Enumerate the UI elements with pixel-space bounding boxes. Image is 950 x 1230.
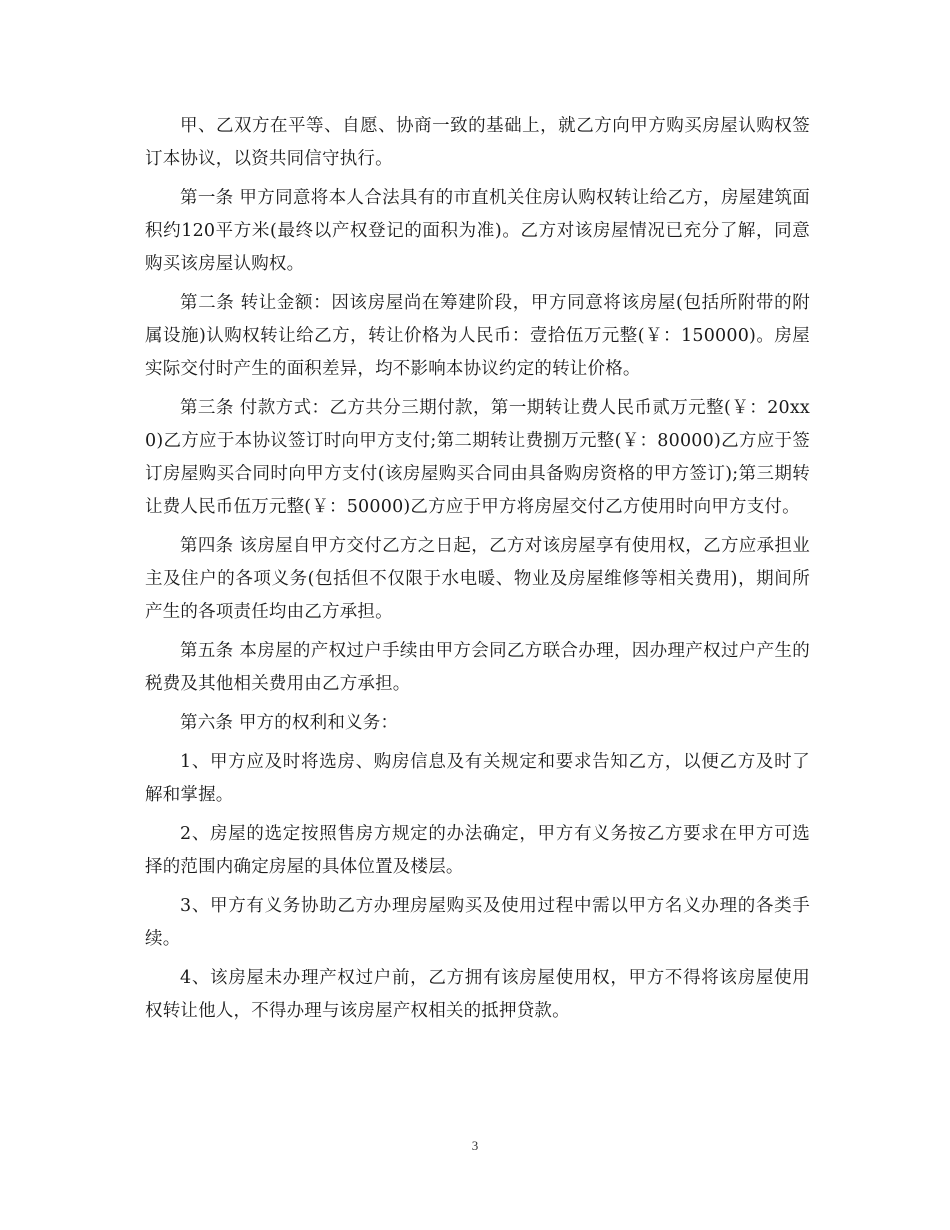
paragraph-item-4: 4、该房屋未办理产权过户前，乙方拥有该房屋使用权，甲方不得将该房屋使用权转让他人，不得办理与该房屋产权相关的抵押贷款。	[145, 968, 810, 1021]
paragraph-article-2: 第二条 转让金额：因该房屋尚在筹建阶段，甲方同意将该房屋(包括所附带的附属设施)认购权转让给乙方，转让价格为人民币：壹拾伍万元整(￥：150000)。房屋实际交付时产生的面积差异，均不影响本协议约定的转让价格。	[145, 293, 810, 379]
page-number: 3	[471, 1138, 479, 1153]
paragraph-intro: 甲、乙双方在平等、自愿、协商一致的基础上，就乙方向甲方购买房屋认购权签订本协议，以资共同信守执行。	[145, 116, 810, 169]
paragraph-article-4: 第四条 该房屋自甲方交付乙方之日起，乙方对该房屋享有使用权，乙方应承担业主及住户的各项义务(包括但不仅限于水电暖、物业及房屋维修等相关费用)，期间所产生的各项责任均由乙方承担。	[145, 536, 810, 622]
paragraph-item-3: 3、甲方有义务协助乙方办理房屋购买及使用过程中需以甲方名义办理的各类手续。	[145, 896, 810, 949]
paragraph-item-2: 2、房屋的选定按照售房方规定的办法确定，甲方有义务按乙方要求在甲方可选择的范围内确定房屋的具体位置及楼层。	[145, 824, 810, 877]
paragraph-article-5: 第五条 本房屋的产权过户手续由甲方会同乙方联合办理，因办理产权过户产生的税费及其他相关费用由乙方承担。	[145, 641, 810, 694]
paragraph-article-3: 第三条 付款方式：乙方共分三期付款，第一期转让费人民币贰万元整(￥：20xx0)乙方应于本协议签订时向甲方支付;第二期转让费捌万元整(￥：80000)乙方应于签订房屋购买合同时向甲方支付(该房屋购买合同由具备购房资格的甲方签订);第三期转让费人民币伍万元整(￥：50000)乙方应于甲方将房屋交付乙方使用时向甲方支付。	[145, 398, 810, 517]
paragraph-article-6-heading: 第六条 甲方的权利和义务：	[180, 713, 399, 733]
paragraph-item-1: 1、甲方应及时将选房、购房信息及有关规定和要求告知乙方，以便乙方及时了解和掌握。	[145, 752, 810, 805]
document-body	[145, 110, 810, 1034]
paragraph-article-1: 第一条 甲方同意将本人合法具有的市直机关住房认购权转让给乙方，房屋建筑面积约120平方米(最终以产权登记的面积为准)。乙方对该房屋情况已充分了解，同意购买该房屋认购权。	[145, 188, 810, 274]
